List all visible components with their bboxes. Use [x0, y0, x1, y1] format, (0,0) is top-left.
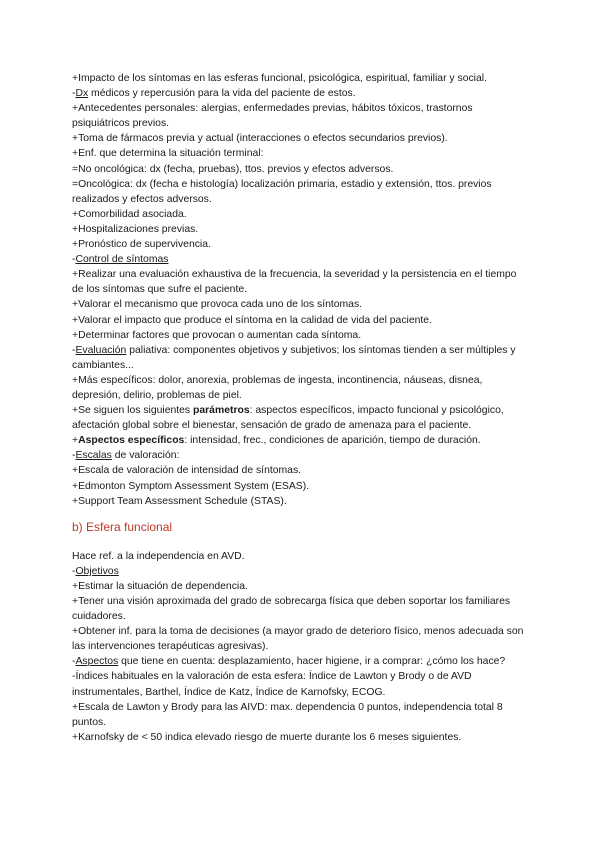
text-line: +Valorar el impacto que produce el síntoma en la calidad de vida del paciente.	[72, 314, 432, 326]
section-heading: b) Esfera funcional	[72, 519, 173, 534]
text-paragraph: +Obtener inf. para la toma de decisiones (a mayor grado de deterioro físico, menos adecuada son las intervenciones terapéuticas agresivas).	[72, 626, 524, 653]
text-paragraph: +Escala de Lawton y Brody para las AIVD: max. dependencia 0 puntos, independencia total 8 puntos.	[72, 701, 503, 728]
text-paragraph: -Aspectos que tiene en cuenta: desplazamiento, hacer higiene, ir a comprar: ¿cómo los hace?	[72, 656, 506, 668]
text-paragraph: +Más específicos: dolor, anorexia, problemas de ingesta, incontinencia, náuseas, disnea, depresión, delirio, problemas de piel.	[72, 374, 483, 401]
text-paragraph: +Realizar una evaluación exhaustiva de la frecuencia, la severidad y la persistencia en el tiempo de los síntomas que sufre el paciente.	[72, 269, 517, 296]
document-page	[72, 71, 530, 745]
text-line: -Dx médicos y repercusión para la vida del paciente de estos.	[72, 88, 356, 100]
text-line: +Pronóstico de supervivencia.	[72, 239, 211, 251]
text-line: +Support Team Assessment Schedule (STAS).	[72, 495, 287, 507]
text-paragraph: -Índices habituales en la valoración de esta esfera: Índice de Lawton y Brody o de AVD instrumentales, Barthel, Índice de Katz, Índice de Karnofsky, ECOG.	[72, 671, 472, 698]
section-label: -Escalas de valoración:	[72, 450, 180, 462]
text-paragraph: +Antecedentes personales: alergias, enfermedades previas, hábitos tóxicos, trastornos psiquiátricos previos.	[72, 103, 473, 130]
text-line: +Valorar el mecanismo que provoca cada uno de los síntomas.	[72, 299, 363, 311]
text-line: Hace ref. a la independencia en AVD.	[72, 550, 245, 562]
text-paragraph: +Se siguen los siguientes parámetros: aspectos específicos, impacto funcional y psicológico, afectación global sobre el bienestar, sensación de grado de amenaza para el paciente.	[72, 405, 504, 432]
text-line: +Impacto de los síntomas en las esferas funcional, psicológica, espiritual, familiar y social.	[72, 73, 487, 84]
text-line: +Karnofsky de < 50 indica elevado riesgo de muerte durante los 6 meses siguientes.	[72, 731, 462, 743]
text-line: +Escala de valoración de intensidad de síntomas.	[72, 465, 302, 477]
text-line: =No oncológica: dx (fecha, pruebas), ttos. previos y efectos adversos.	[72, 163, 394, 175]
text-line: +Comorbilidad asociada.	[72, 208, 187, 220]
text-line: +Determinar factores que provocan o aumentan cada síntoma.	[72, 329, 362, 341]
text-line: +Aspectos específicos: intensidad, frec., condiciones de aparición, tiempo de duración.	[72, 435, 481, 447]
text-line: +Enf. que determina la situación terminal:	[72, 148, 264, 160]
section-label: -Objetivos	[72, 565, 119, 577]
text-line: +Estimar la situación de dependencia.	[72, 580, 248, 592]
text-line: +Edmonton Symptom Assessment System (ESAS).	[72, 480, 310, 492]
text-line: +Hospitalizaciones previas.	[72, 223, 199, 235]
text-line: +Toma de fármacos previa y actual (interacciones o efectos secundarios previos).	[72, 133, 448, 145]
section-label: -Control de síntomas	[72, 254, 169, 266]
text-paragraph: -Evaluación paliativa: componentes objetivos y subjetivos; los síntomas tienden a ser múltiples y cambiantes...	[72, 344, 516, 371]
text-paragraph: +Tener una visión aproximada del grado de sobrecarga física que deben soportar los familiares cuidadores.	[72, 596, 511, 623]
text-paragraph: =Oncológica: dx (fecha e histología) localización primaria, estadio y extensión, ttos. previos realizados y efectos adversos.	[72, 178, 492, 205]
